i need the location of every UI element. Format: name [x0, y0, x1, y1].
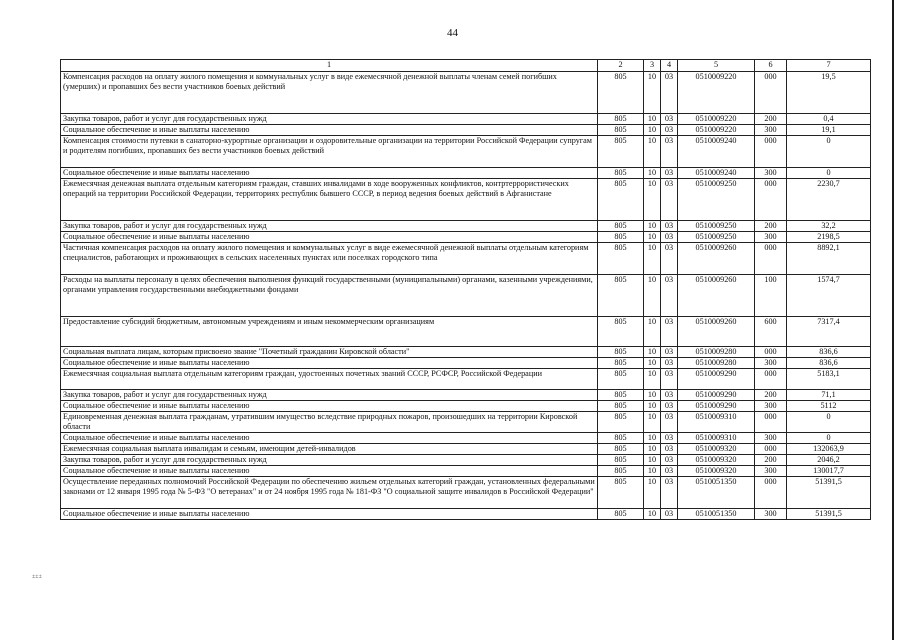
- amount: 71,1: [787, 390, 871, 401]
- target-item-code: 0510009250: [678, 179, 755, 221]
- row-name: Ежемесячная социальная выплата инвалидам и семьям, имеющим детей-инвалидов: [61, 444, 598, 455]
- table-row: [61, 72, 871, 114]
- expense-type-code: 000: [755, 243, 787, 275]
- table-row: [61, 136, 871, 168]
- amount: 8892,1: [787, 243, 871, 275]
- expense-type-code: 000: [755, 369, 787, 390]
- expense-type-code: 200: [755, 455, 787, 466]
- table-row: [61, 317, 871, 347]
- subsection-code: 03: [661, 125, 678, 136]
- section-code: 10: [644, 401, 661, 412]
- expense-type-code: 300: [755, 433, 787, 444]
- column-header: 4: [661, 60, 678, 72]
- amount: 132063,9: [787, 444, 871, 455]
- expense-type-code: 600: [755, 317, 787, 347]
- row-name: Единовременная денежная выплата гражданам, утратившим имущество вследствие природных пожаров, произошедших на территории Кировской области: [61, 412, 598, 433]
- table-row: [61, 179, 871, 221]
- ministry-code: 805: [598, 72, 644, 114]
- expense-type-code: 000: [755, 444, 787, 455]
- ministry-code: 805: [598, 347, 644, 358]
- amount: 130017,7: [787, 466, 871, 477]
- subsection-code: 03: [661, 466, 678, 477]
- amount: 0: [787, 433, 871, 444]
- row-name: Расходы на выплаты персоналу в целях обеспечения выполнения функций государственными (муниципальными) органами, казенными учреждениями, органами управления государственными внебюджетными фондами: [61, 275, 598, 317]
- column-header: 5: [678, 60, 755, 72]
- ministry-code: 805: [598, 179, 644, 221]
- row-name: Предоставление субсидий бюджетным, автономным учреждениям и иным некоммерческим организациям: [61, 317, 598, 347]
- expense-type-code: 300: [755, 125, 787, 136]
- ministry-code: 805: [598, 466, 644, 477]
- subsection-code: 03: [661, 232, 678, 243]
- column-header: 6: [755, 60, 787, 72]
- row-name: Социальное обеспечение и иные выплаты населению: [61, 509, 598, 520]
- column-header: 2: [598, 60, 644, 72]
- ministry-code: 805: [598, 136, 644, 168]
- table-row: [61, 243, 871, 275]
- margin-mark: ±±±: [32, 574, 42, 580]
- expense-type-code: 000: [755, 179, 787, 221]
- ministry-code: 805: [598, 401, 644, 412]
- table-row: [61, 221, 871, 232]
- row-name: Компенсация стоимости путевки в санаторно-курортные организации и оздоровительные организации на территории Российской Федерации супругам и родителям погибших, пропавших без вести участников боевых действий: [61, 136, 598, 168]
- target-item-code: 0510009260: [678, 243, 755, 275]
- subsection-code: 03: [661, 433, 678, 444]
- table-row: [61, 455, 871, 466]
- row-name: Социальное обеспечение и иные выплаты населению: [61, 358, 598, 369]
- target-item-code: 0510009260: [678, 317, 755, 347]
- amount: 836,6: [787, 358, 871, 369]
- section-code: 10: [644, 477, 661, 509]
- section-code: 10: [644, 412, 661, 433]
- amount: 836,6: [787, 347, 871, 358]
- row-name: Социальное обеспечение и иные выплаты населению: [61, 168, 598, 179]
- expense-type-code: 000: [755, 136, 787, 168]
- table-row: [61, 114, 871, 125]
- row-name: Социальное обеспечение и иные выплаты населению: [61, 401, 598, 412]
- ministry-code: 805: [598, 221, 644, 232]
- target-item-code: 0510009220: [678, 125, 755, 136]
- table-row: [61, 358, 871, 369]
- ministry-code: 805: [598, 369, 644, 390]
- subsection-code: 03: [661, 114, 678, 125]
- expense-type-code: 300: [755, 168, 787, 179]
- target-item-code: 0510009320: [678, 444, 755, 455]
- amount: 0: [787, 136, 871, 168]
- table-row: [61, 509, 871, 520]
- section-code: 10: [644, 455, 661, 466]
- subsection-code: 03: [661, 317, 678, 347]
- expense-type-code: 200: [755, 221, 787, 232]
- expense-type-code: 300: [755, 509, 787, 520]
- row-name: Закупка товаров, работ и услуг для государственных нужд: [61, 390, 598, 401]
- ministry-code: 805: [598, 412, 644, 433]
- table-row: [61, 401, 871, 412]
- ministry-code: 805: [598, 477, 644, 509]
- target-item-code: 0510009310: [678, 433, 755, 444]
- amount: 0: [787, 412, 871, 433]
- target-item-code: 0510009220: [678, 114, 755, 125]
- subsection-code: 03: [661, 243, 678, 275]
- row-name: Ежемесячная денежная выплата отдельным категориям граждан, ставших инвалидами в ходе вооруженных конфликтов, контртеррористических операций на территории Российской Федерации, территориях республик бывшего СССР, в период ведения боевых действий в Афганистане: [61, 179, 598, 221]
- section-code: 10: [644, 433, 661, 444]
- target-item-code: 0510009320: [678, 466, 755, 477]
- amount: 2046,2: [787, 455, 871, 466]
- ministry-code: 805: [598, 390, 644, 401]
- subsection-code: 03: [661, 477, 678, 509]
- expense-type-code: 000: [755, 347, 787, 358]
- subsection-code: 03: [661, 179, 678, 221]
- subsection-code: 03: [661, 72, 678, 114]
- amount: 0: [787, 168, 871, 179]
- table-row: [61, 466, 871, 477]
- amount: 2230,7: [787, 179, 871, 221]
- table-row: [61, 125, 871, 136]
- amount: 51391,5: [787, 509, 871, 520]
- subsection-code: 03: [661, 390, 678, 401]
- table-row: [61, 433, 871, 444]
- section-code: 10: [644, 358, 661, 369]
- expense-type-code: 300: [755, 358, 787, 369]
- table-row: [61, 168, 871, 179]
- section-code: 10: [644, 136, 661, 168]
- expense-type-code: 200: [755, 390, 787, 401]
- subsection-code: 03: [661, 221, 678, 232]
- expense-type-code: 300: [755, 401, 787, 412]
- target-item-code: 0510009250: [678, 221, 755, 232]
- ministry-code: 805: [598, 358, 644, 369]
- ministry-code: 805: [598, 317, 644, 347]
- amount: 32,2: [787, 221, 871, 232]
- subsection-code: 03: [661, 347, 678, 358]
- expense-type-code: 300: [755, 232, 787, 243]
- section-code: 10: [644, 72, 661, 114]
- section-code: 10: [644, 509, 661, 520]
- row-name: Социальное обеспечение и иные выплаты населению: [61, 232, 598, 243]
- table-row: [61, 369, 871, 390]
- row-name: Социальное обеспечение и иные выплаты населению: [61, 433, 598, 444]
- ministry-code: 805: [598, 243, 644, 275]
- section-code: 10: [644, 179, 661, 221]
- expense-type-code: 000: [755, 72, 787, 114]
- section-code: 10: [644, 168, 661, 179]
- expense-type-code: 300: [755, 466, 787, 477]
- section-code: 10: [644, 369, 661, 390]
- column-header: 1: [61, 60, 598, 72]
- table-row: [61, 477, 871, 509]
- section-code: 10: [644, 114, 661, 125]
- row-name: Компенсация расходов на оплату жилого помещения и коммунальных услуг в виде ежемесячной денежной выплаты членам семей погибших (умерших) и пропавших без вести участников боевых действий: [61, 72, 598, 114]
- page-edge-line: [892, 0, 894, 640]
- amount: 51391,5: [787, 477, 871, 509]
- ministry-code: 805: [598, 433, 644, 444]
- expense-type-code: 100: [755, 275, 787, 317]
- subsection-code: 03: [661, 412, 678, 433]
- row-name: Социальное обеспечение и иные выплаты населению: [61, 466, 598, 477]
- section-code: 10: [644, 275, 661, 317]
- subsection-code: 03: [661, 168, 678, 179]
- subsection-code: 03: [661, 455, 678, 466]
- amount: 19,1: [787, 125, 871, 136]
- target-item-code: 0510009320: [678, 455, 755, 466]
- section-code: 10: [644, 317, 661, 347]
- target-item-code: 0510009280: [678, 347, 755, 358]
- table-row: [61, 275, 871, 317]
- subsection-code: 03: [661, 444, 678, 455]
- section-code: 10: [644, 221, 661, 232]
- amount: 7317,4: [787, 317, 871, 347]
- section-code: 10: [644, 390, 661, 401]
- amount: 5183,1: [787, 369, 871, 390]
- table-row: [61, 444, 871, 455]
- row-name: Закупка товаров, работ и услуг для государственных нужд: [61, 114, 598, 125]
- target-item-code: 0510009220: [678, 72, 755, 114]
- subsection-code: 03: [661, 401, 678, 412]
- amount: 1574,7: [787, 275, 871, 317]
- section-code: 10: [644, 466, 661, 477]
- target-item-code: 0510009290: [678, 401, 755, 412]
- target-item-code: 0510009260: [678, 275, 755, 317]
- target-item-code: 0510009310: [678, 412, 755, 433]
- row-name: Закупка товаров, работ и услуг для государственных нужд: [61, 221, 598, 232]
- column-header: 7: [787, 60, 871, 72]
- section-code: 10: [644, 444, 661, 455]
- subsection-code: 03: [661, 275, 678, 317]
- target-item-code: 0510051350: [678, 477, 755, 509]
- table-row: [61, 412, 871, 433]
- expense-type-code: 200: [755, 114, 787, 125]
- section-code: 10: [644, 243, 661, 275]
- ministry-code: 805: [598, 509, 644, 520]
- row-name: Закупка товаров, работ и услуг для государственных нужд: [61, 455, 598, 466]
- ministry-code: 805: [598, 275, 644, 317]
- table-row: [61, 390, 871, 401]
- expense-type-code: 000: [755, 412, 787, 433]
- subsection-code: 03: [661, 369, 678, 390]
- amount: 5112: [787, 401, 871, 412]
- row-name: Социальное обеспечение и иные выплаты населению: [61, 125, 598, 136]
- amount: 2198,5: [787, 232, 871, 243]
- section-code: 10: [644, 232, 661, 243]
- amount: 0,4: [787, 114, 871, 125]
- subsection-code: 03: [661, 136, 678, 168]
- table-row: [61, 232, 871, 243]
- row-name: Осуществление переданных полномочий Российской Федерации по обеспечению жильем отдельных категорий граждан, установленных федеральными законами от 12 января 1995 года № 5-ФЗ "О ветеранах" и от 24 ноября 1995 года № 181-ФЗ "О социальной защите инвалидов в Российской Федерации": [61, 477, 598, 509]
- header-row: [61, 60, 871, 72]
- budget-table: [60, 59, 871, 520]
- section-code: 10: [644, 125, 661, 136]
- section-code: 10: [644, 347, 661, 358]
- row-name: Частичная компенсация расходов на оплату жилого помещения и коммунальных услуг в виде ежемесячной денежной выплаты отдельным категориям специалистов, работающих и проживающих в сельских населенных пунктах или поселках городского типа: [61, 243, 598, 275]
- table-row: [61, 347, 871, 358]
- ministry-code: 805: [598, 444, 644, 455]
- row-name: Социальная выплата лицам, которым присвоено звание "Почетный гражданин Кировской области": [61, 347, 598, 358]
- amount: 19,5: [787, 72, 871, 114]
- ministry-code: 805: [598, 114, 644, 125]
- subsection-code: 03: [661, 358, 678, 369]
- target-item-code: 0510009280: [678, 358, 755, 369]
- target-item-code: 0510009240: [678, 168, 755, 179]
- row-name: Ежемесячная социальная выплата отдельным категориям граждан, удостоенных почетных званий СССР, РСФСР, Российской Федерации: [61, 369, 598, 390]
- subsection-code: 03: [661, 509, 678, 520]
- ministry-code: 805: [598, 232, 644, 243]
- target-item-code: 0510009290: [678, 390, 755, 401]
- target-item-code: 0510009290: [678, 369, 755, 390]
- target-item-code: 0510009240: [678, 136, 755, 168]
- column-header: 3: [644, 60, 661, 72]
- expense-type-code: 000: [755, 477, 787, 509]
- ministry-code: 805: [598, 168, 644, 179]
- target-item-code: 0510051350: [678, 509, 755, 520]
- target-item-code: 0510009250: [678, 232, 755, 243]
- ministry-code: 805: [598, 125, 644, 136]
- ministry-code: 805: [598, 455, 644, 466]
- page-number: 44: [447, 27, 458, 39]
